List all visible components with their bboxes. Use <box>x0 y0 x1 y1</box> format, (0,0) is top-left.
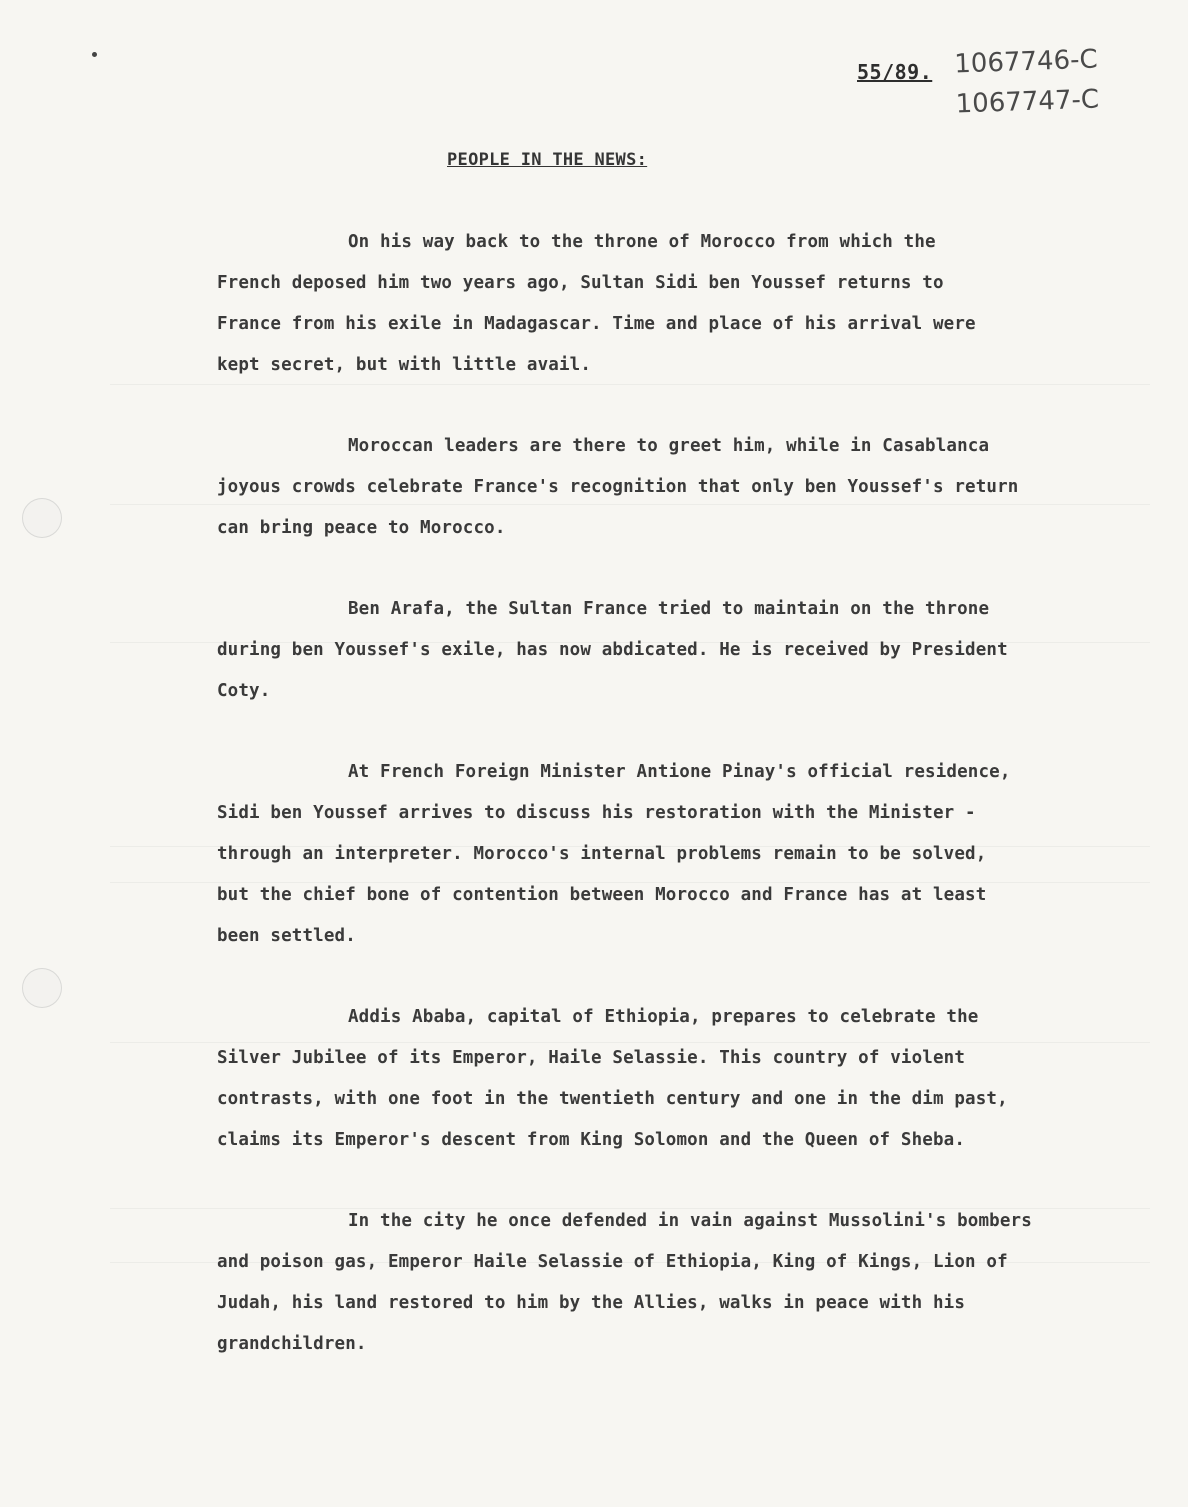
text-line: grandchildren. <box>217 1334 367 1354</box>
text-line: claims its Emperor's descent from King Solomon and the Queen of Sheba. <box>217 1130 966 1150</box>
paragraph <box>217 752 1152 957</box>
text-line: through an interpreter. Morocco's internal problems remain to be solved, <box>217 844 987 864</box>
punch-hole <box>22 968 62 1008</box>
text-line: but the chief bone of contention between Morocco and France has at least <box>217 885 987 905</box>
ink-speck <box>92 52 97 57</box>
body-text <box>217 222 1152 1405</box>
text-line: In the city he once defended in vain against Mussolini's bombers <box>348 1211 1032 1231</box>
text-line: On his way back to the throne of Morocco from which the <box>348 232 936 252</box>
text-line: Silver Jubilee of its Emperor, Haile Selassie. This country of violent <box>217 1048 966 1068</box>
text-line: been settled. <box>217 926 356 946</box>
paragraph <box>217 1201 1152 1365</box>
paragraph <box>217 222 1152 386</box>
text-line: during ben Youssef's exile, has now abdicated. He is received by President <box>217 640 1008 660</box>
text-line: Coty. <box>217 681 271 701</box>
text-line: can bring peace to Morocco. <box>217 518 506 538</box>
paragraph <box>217 589 1152 712</box>
text-line: At French Foreign Minister Antione Pinay's official residence, <box>348 762 1011 782</box>
paragraph <box>217 426 1152 549</box>
text-line: Sidi ben Youssef arrives to discuss his restoration with the Minister - <box>217 803 976 823</box>
text-line: French deposed him two years ago, Sultan Sidi ben Youssef returns to <box>217 273 944 293</box>
text-line: Ben Arafa, the Sultan France tried to maintain on the throne <box>348 599 990 619</box>
text-line: contrasts, with one foot in the twentieth century and one in the dim past, <box>217 1089 1008 1109</box>
handwritten-code: 1067746-C <box>953 44 1099 80</box>
text-line: Moroccan leaders are there to greet him, while in Casablanca <box>348 436 990 456</box>
text-line: joyous crowds celebrate France's recognition that only ben Youssef's return <box>217 477 1019 497</box>
handwritten-codes <box>954 40 1100 125</box>
text-line: Judah, his land restored to him by the Allies, walks in peace with his <box>217 1293 966 1313</box>
punch-hole <box>22 498 62 538</box>
text-line: France from his exile in Madagascar. Time and place of his arrival were <box>217 314 976 334</box>
text-line: Addis Ababa, capital of Ethiopia, prepares to celebrate the <box>348 1007 979 1027</box>
section-heading: PEOPLE IN THE NEWS: <box>447 150 648 170</box>
text-line: kept secret, but with little avail. <box>217 355 592 375</box>
page-number: 55/89. <box>857 60 933 84</box>
text-line: and poison gas, Emperor Haile Selassie of Ethiopia, King of Kings, Lion of <box>217 1252 1008 1272</box>
handwritten-code: 1067747-C <box>955 84 1100 120</box>
paragraph <box>217 997 1152 1161</box>
